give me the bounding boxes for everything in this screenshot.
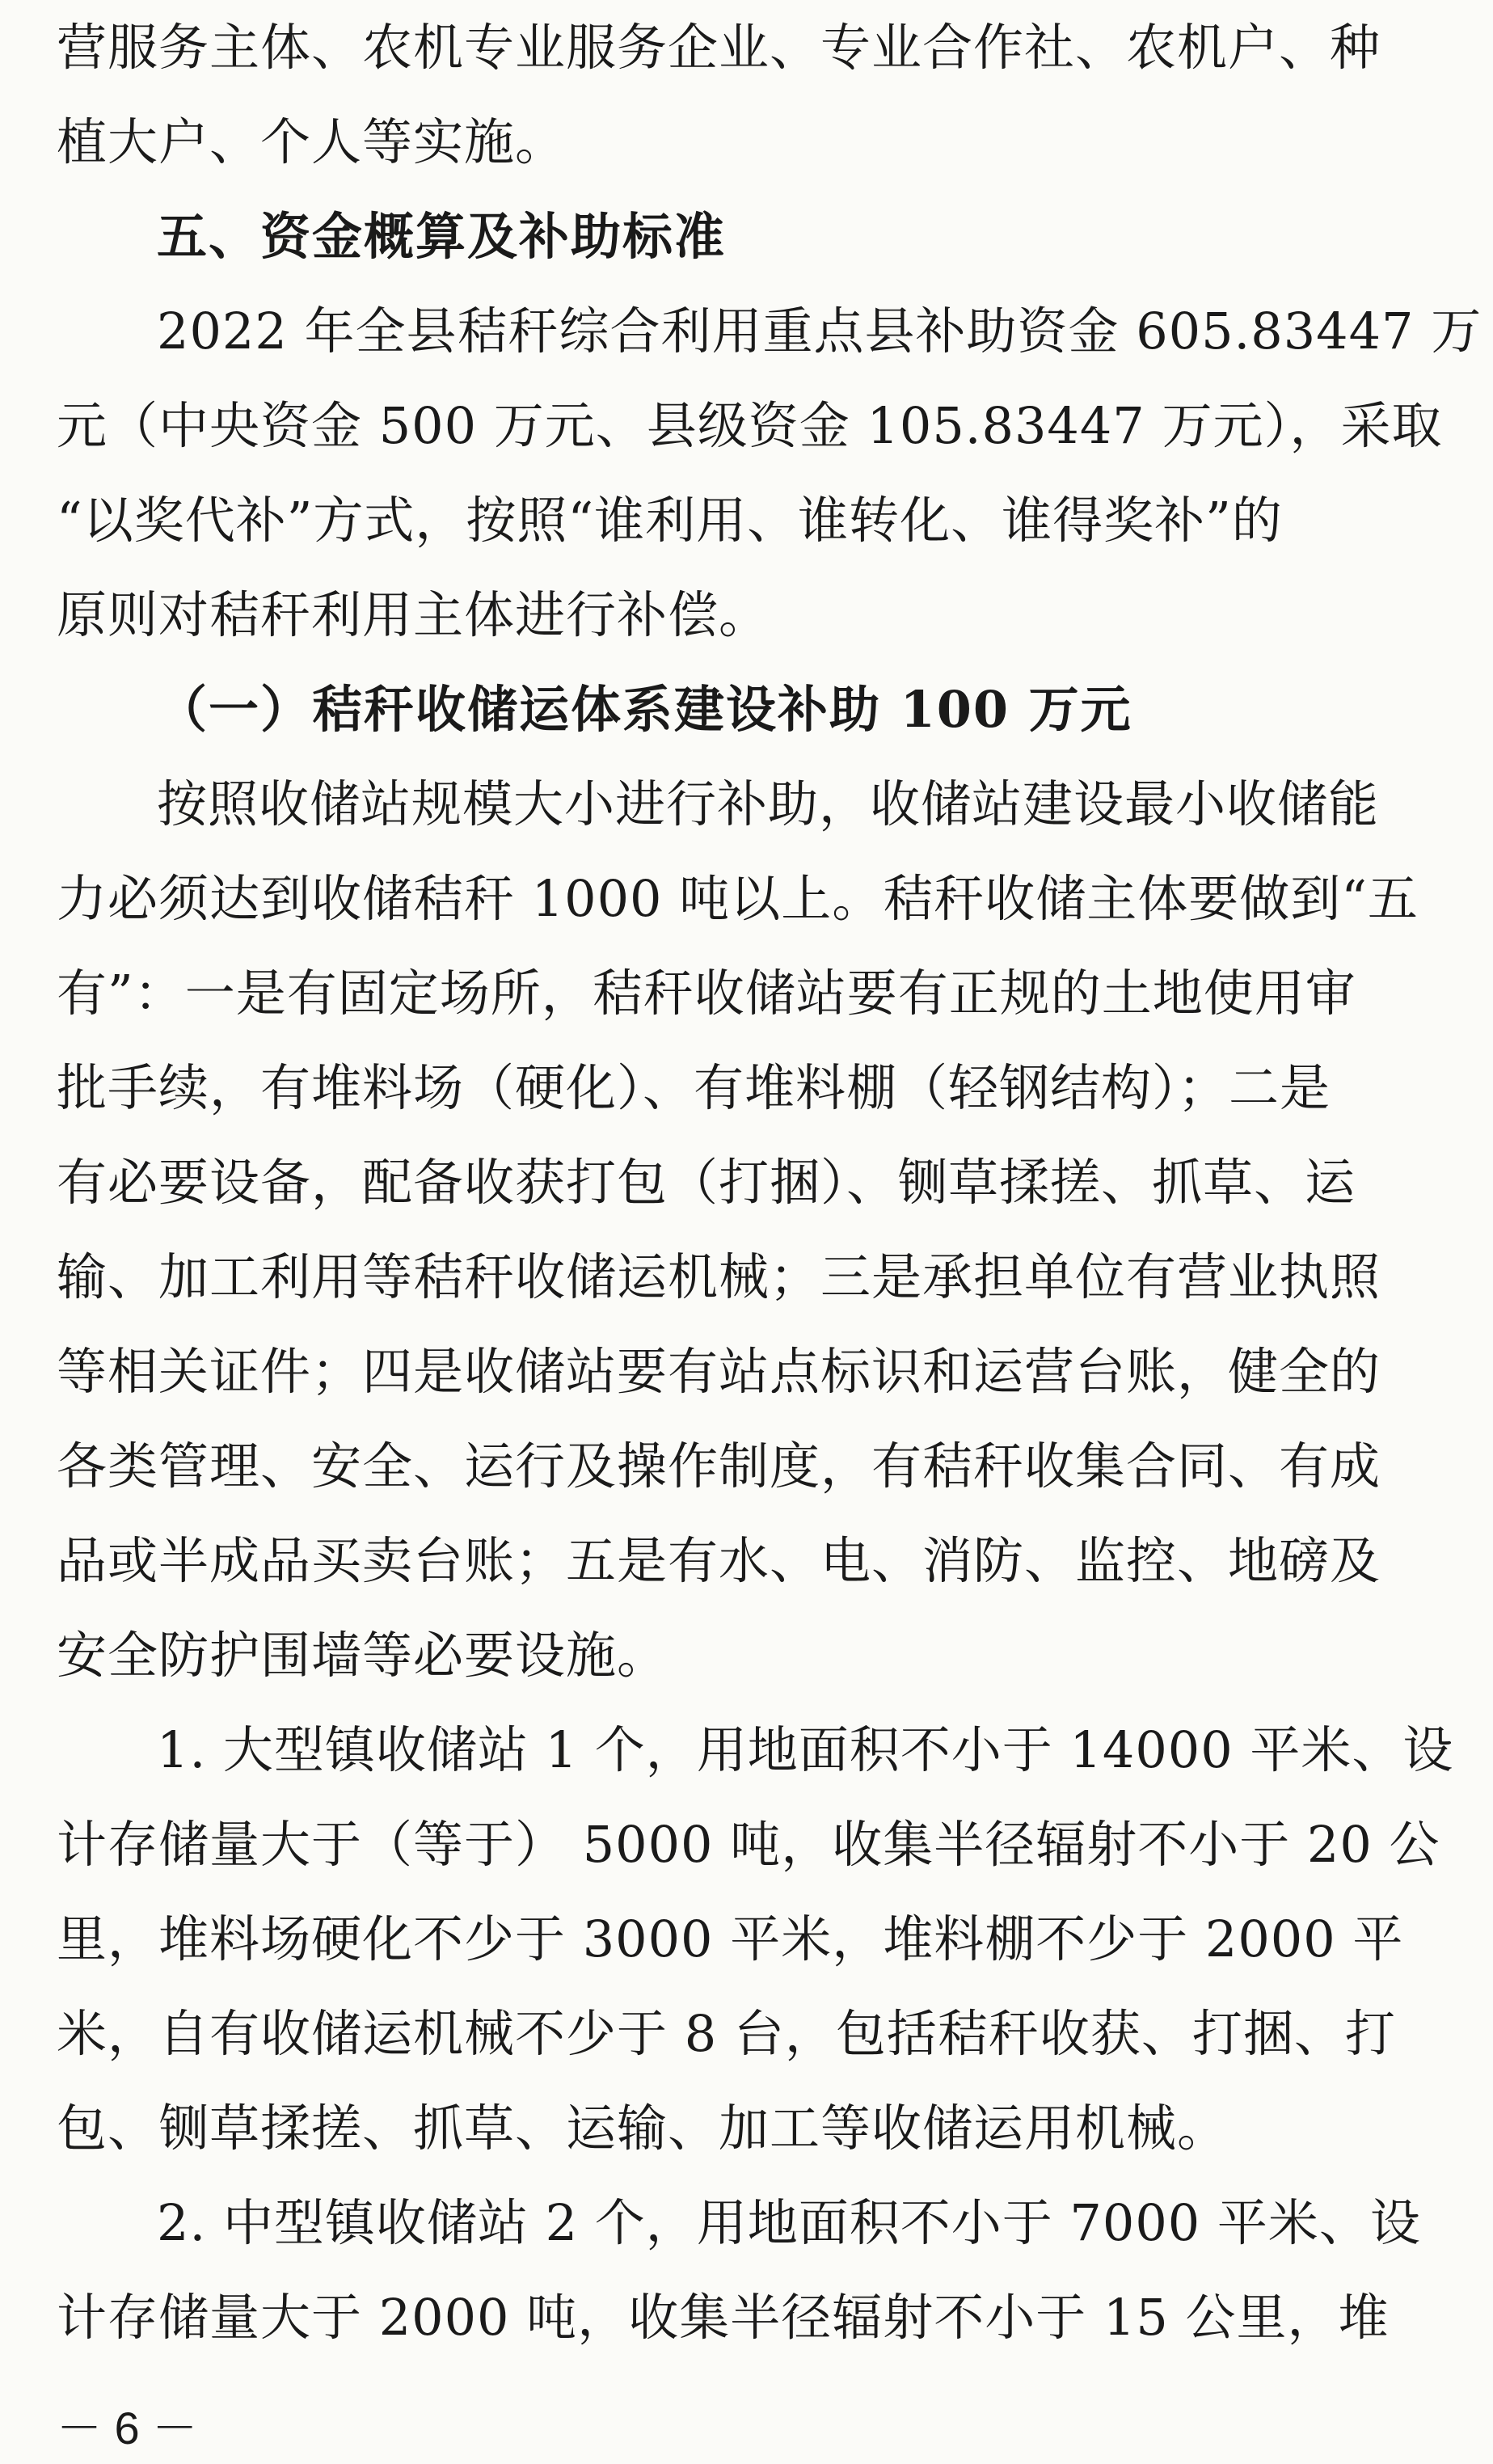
text-line: 等相关证件；四是收储站要有站点标识和运营台账，健全的 [57, 1342, 1381, 1401]
text-line: 米，自有收储运机械不少于 8 台，包括秸秆收获、打捆、打 [57, 2004, 1396, 2063]
page-number: － 6 － [57, 2403, 198, 2453]
text-line: 品或半成品买卖台账；五是有水、电、消防、监控、地磅及 [57, 1531, 1381, 1590]
text-line: 植大户、个人等实施。 [57, 112, 567, 171]
text-line: 1. 大型镇收储站 1 个，用地面积不小于 14000 平米、设 [157, 1720, 1454, 1779]
text-line: 2. 中型镇收储站 2 个，用地面积不小于 7000 平米、设 [157, 2193, 1421, 2252]
text-line: 营服务主体、农机专业服务企业、专业合作社、农机户、种 [57, 18, 1381, 77]
text-line: 各类管理、安全、运行及操作制度，有秸秆收集合同、有成 [57, 1437, 1381, 1496]
document-page [57, 0, 1482, 2365]
text-line: 输、加工利用等秸秆收储运机械；三是承担单位有营业执照 [57, 1247, 1381, 1306]
text-line: 计存储量大于（等于） 5000 吨，收集半径辐射不小于 20 公 [57, 1815, 1440, 1874]
text-line: 力必须达到收储秸秆 1000 吨以上。秸秆收储主体要做到“五 [57, 869, 1419, 928]
text-line: 有”：一是有固定场所，秸秆收储站要有正规的土地使用审 [57, 964, 1356, 1023]
section-heading: 五、资金概算及补助标准 [157, 207, 727, 266]
text-line: 批手续，有堆料场（硬化）、有堆料棚（轻钢结构）；二是 [57, 1058, 1331, 1117]
text-line: 按照收储站规模大小进行补助，收储站建设最小收储能 [157, 774, 1380, 833]
text-line: 计存储量大于 2000 吨，收集半径辐射不小于 15 公里，堆 [57, 2288, 1390, 2347]
text-line: 元（中央资金 500 万元、县级资金 105.83447 万元），采取 [57, 396, 1443, 455]
text-line: “以奖代补”方式，按照“谁利用、谁转化、谁得奖补”的 [57, 491, 1283, 550]
text-line: 有必要设备，配备收获打包（打捆）、铡草揉搓、抓草、运 [57, 1153, 1356, 1212]
text-line: 安全防护围墙等必要设施。 [57, 1626, 668, 1685]
text-line: 包、铡草揉搓、抓草、运输、加工等收储运用机械。 [57, 2099, 1229, 2158]
text-line: 里，堆料场硬化不少于 3000 平米，堆料棚不少于 2000 平 [57, 1909, 1404, 1968]
subsection-heading: （一）秸秆收储运体系建设补助 100 万元 [157, 680, 1132, 739]
text-line: 2022 年全县秸秆综合利用重点县补助资金 605.83447 万 [157, 302, 1482, 361]
text-line: 原则对秸秆利用主体进行补偿。 [57, 585, 770, 644]
